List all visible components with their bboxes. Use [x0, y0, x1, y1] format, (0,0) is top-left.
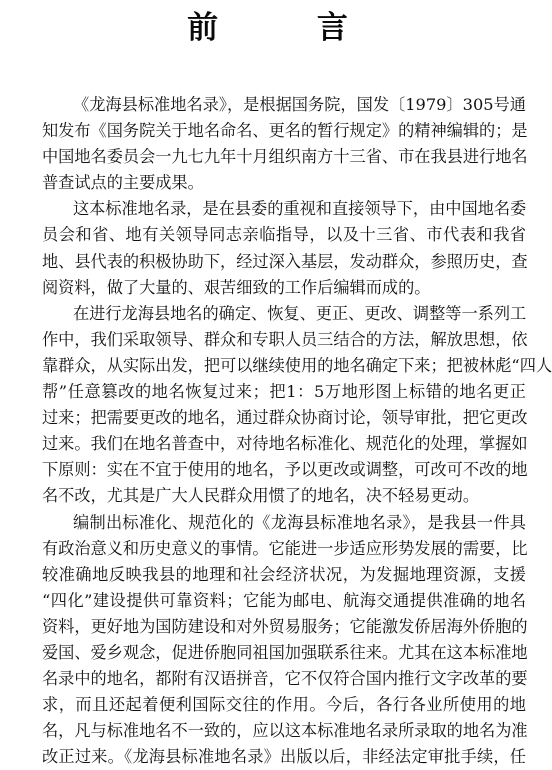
text-line: 在进行龙海县地名的确定、恢复、更正、更改、调整等一系列工	[73, 303, 527, 323]
text-line: 过来。我们在地名普查中，对待地名标准化、规范化的处理，掌握如	[42, 434, 528, 454]
body-text	[42, 92, 552, 770]
text-line: 名录中的地名，都附有汉语拼音，它不仅符合国内推行文字改革的要	[42, 669, 528, 689]
text-line: 作中，我们采取领导、群众和专职人员三结合的方法，解放思想，依	[42, 329, 528, 349]
text-line: 知发布《国务院关于地名命名、更名的暂行规定》的精神编辑的；是	[42, 121, 528, 141]
text-line: 中国地名委员会一九七九年十月组织南方十三省、市在我县进行地名	[42, 147, 528, 167]
text-line: 名，凡与标准地名不一致的，应以这本标准地名录所录取的地名为准	[42, 721, 528, 741]
text-line: 爱国、爱乡观念，促进侨胞同祖国加强联系往来。尤其在这本标准地	[42, 642, 528, 662]
text-line: 过来；把需要更改的地名，通过群众协商讨论，领导审批，把它更改	[42, 408, 528, 428]
text-line: 地、县代表的积极协助下，经过深入基层，发动群众，参照历史，查	[42, 251, 528, 271]
text-line: 有政治意义和历史意义的事情。它能进一步适应形势发展的需要，比	[42, 538, 528, 558]
text-line: 求，而且还起着便利国际交往的作用。今后，各行各业所使用的地	[42, 695, 526, 715]
text-line: 较准确地反映我县的地理和社会经济状况，为发掘地理资源，支援	[42, 564, 526, 584]
text-line: 编制出标准化、规范化的《龙海县标准地名录》，是我县一件具	[73, 512, 526, 532]
text-line: 下原则：实在不宜于使用的地名，予以更改或调整，可改可不改的地	[42, 460, 528, 480]
text-line: 靠群众，从实际出发，把可以继续使用的地名确定下来；把被林彪“四人	[42, 355, 552, 375]
text-line: 普查试点的主要成果。	[42, 173, 204, 193]
text-line: 《龙海县标准地名录》，是根据国务院，国发〔1979〕305号通	[73, 95, 526, 114]
text-line: 名不改，尤其是广大人民群众用惯了的地名，决不轻易更动。	[42, 486, 480, 506]
text-line: 资料，更好地为国防建设和对外贸易服务；它能激发侨居海外侨胞的	[42, 616, 528, 636]
page-title: 前 言	[187, 10, 392, 46]
text-line: 阅资料，做了大量的、艰苦细致的工作后编辑而成的。	[42, 277, 431, 297]
text-line: “四化”建设提供可靠资料；它能为邮电、航海交通提供准确的地名	[42, 590, 526, 610]
text-line: 帮”任意篡改的地名恢复过来；把1：5万地形图上标错的地名更正	[42, 382, 526, 402]
text-line: 这本标准地名录，是在县委的重视和直接领导下，由中国地名委	[73, 199, 527, 219]
text-line: 改正过来。《龙海县标准地名录》出版以后，非经法定审批手续，任	[42, 747, 526, 767]
text-line: 员会和省、地有关领导同志亲临指导，以及十三省、市代表和我省	[42, 225, 526, 245]
